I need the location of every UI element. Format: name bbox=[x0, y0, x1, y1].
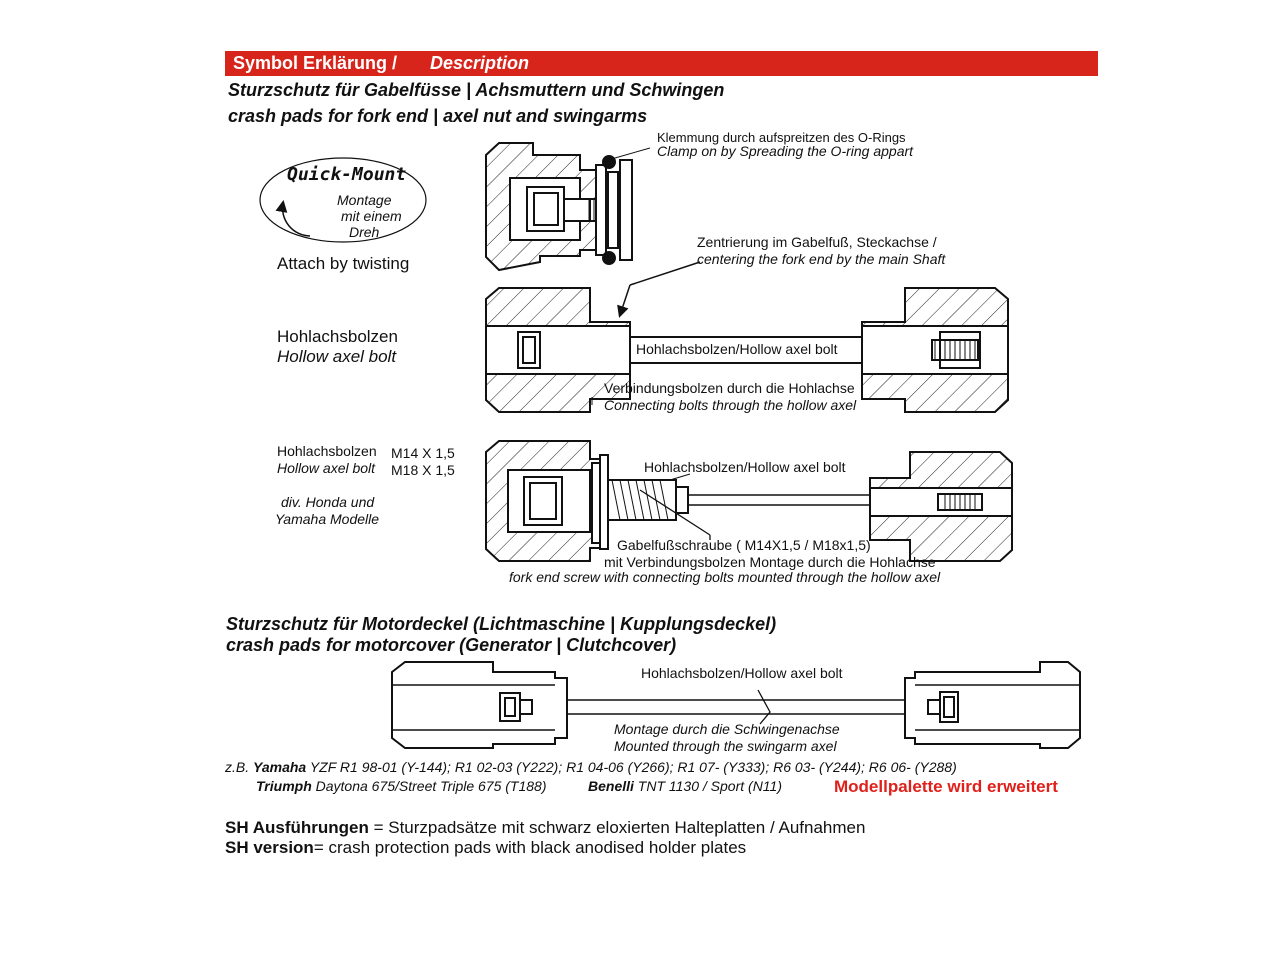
center-label-en: centering the fork end by the main Shaft bbox=[697, 251, 946, 267]
section1-heading-de: Sturzschutz für Gabelfüsse | Achsmuttern und Schwingen bbox=[228, 80, 725, 100]
connect-label-de: Verbindungsbolzen durch die Hohlachse bbox=[604, 380, 855, 396]
sh-de-bold: SH Ausführungen bbox=[225, 818, 369, 837]
model-range-expanding: Modellpalette wird erweitert bbox=[834, 777, 1058, 796]
screw-label-en: fork end screw with connecting bolts mounted through the hollow axel bbox=[509, 569, 941, 585]
hollow-bolt-label-en: Hollow axel bolt bbox=[277, 347, 397, 366]
sh-line-en bbox=[225, 838, 746, 858]
quick-mount-line3: Dreh bbox=[349, 224, 380, 240]
sh-en-bold: SH version bbox=[225, 838, 314, 857]
size-m14: M14 X 1,5 bbox=[391, 445, 455, 461]
clamp-label-en: Clamp on by Spreading the O-ring appart bbox=[657, 143, 914, 159]
header-title-en: Description bbox=[430, 53, 530, 73]
sh-en-text: = crash protection pads with black anodised holder plates bbox=[313, 838, 747, 857]
hollow-bolt-label-de: Hohlachsbolzen bbox=[277, 327, 398, 346]
screw-label-de: Gabelfußschraube ( M14X1,5 / M18x1,5) bbox=[617, 537, 871, 553]
sh-de-text: = Sturzpadsätze mit schwarz eloxierten Halteplatten / Aufnahmen bbox=[368, 818, 866, 837]
clamp-label-de: Klemmung durch aufspreitzen des O-Rings bbox=[657, 130, 906, 145]
center-label-de: Zentrierung im Gabelfuß, Steckachse / bbox=[697, 234, 937, 250]
connect-label-en: Connecting bolts through the hollow axel bbox=[604, 397, 857, 413]
mount-label-en: Mounted through the swingarm axel bbox=[614, 738, 837, 754]
models-line-triumph bbox=[256, 778, 547, 794]
header-title-de: Symbol Erklärung / bbox=[233, 53, 398, 73]
models-honda: div. Honda und bbox=[281, 494, 375, 510]
diagram4-bolt-label: Hohlachsbolzen/Hollow axel bolt bbox=[641, 665, 843, 681]
screw-label-de2: mit Verbindungsbolzen Montage durch die Hohlachse bbox=[604, 554, 936, 570]
models-benelli-brand: Benelli bbox=[588, 778, 634, 794]
diagram3-label-en: Hollow axel bolt bbox=[277, 460, 376, 476]
quick-mount-line1: Montage bbox=[337, 192, 392, 208]
diagram3-bolt-label: Hohlachsbolzen/Hollow axel bolt bbox=[644, 459, 846, 475]
size-m18: M18 X 1,5 bbox=[391, 462, 455, 478]
section1-heading-en: crash pads for fork end | axel nut and swingarms bbox=[228, 106, 648, 126]
models-yamaha-brand: Yamaha bbox=[253, 759, 307, 775]
models-line-benelli bbox=[588, 778, 782, 794]
diagram3-label-de: Hohlachsbolzen bbox=[277, 443, 377, 459]
quick-mount-line2: mit einem bbox=[341, 208, 402, 224]
models-yamaha: Yamaha Modelle bbox=[275, 511, 380, 527]
quick-mount-title: Quick-Mount bbox=[287, 164, 407, 185]
quick-mount-caption: Attach by twisting bbox=[277, 254, 410, 273]
sh-line-de bbox=[225, 818, 865, 838]
models-prefix: z.B. bbox=[225, 759, 254, 775]
section2-heading-en: crash pads for motorcover (Generator | Clutchcover) bbox=[226, 635, 677, 655]
models-triumph-list: Daytona 675/Street Triple 675 (T188) bbox=[311, 778, 547, 794]
models-benelli-list: TNT 1130 / Sport (N11) bbox=[633, 778, 782, 794]
section2-heading-de: Sturzschutz für Motordeckel (Lichtmaschine | Kupplungsdeckel) bbox=[226, 614, 777, 634]
models-line-yamaha bbox=[225, 759, 957, 775]
models-triumph-brand: Triumph bbox=[256, 778, 312, 794]
models-yamaha-list: YZF R1 98-01 (Y-144); R1 02-03 (Y222); R1 04-06 (Y266); R1 07- (Y333); R6 03- (Y244); R6 06- (Y288) bbox=[306, 759, 957, 775]
diagram2-bolt-label: Hohlachsbolzen/Hollow axel bolt bbox=[636, 341, 838, 357]
mount-label-de: Montage durch die Schwingenachse bbox=[614, 721, 840, 737]
